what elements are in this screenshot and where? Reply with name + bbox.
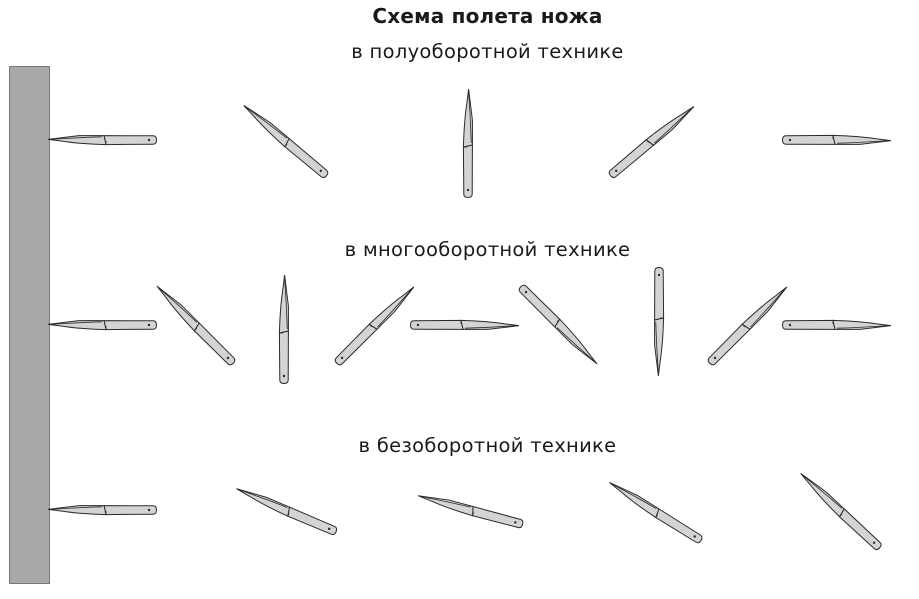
knife bbox=[518, 284, 601, 367]
knife bbox=[234, 485, 337, 536]
knife bbox=[463, 89, 472, 198]
knife bbox=[334, 283, 417, 366]
row-label-half-spin: в полуоборотной технике bbox=[351, 40, 624, 63]
knife bbox=[279, 275, 288, 384]
row-multi-spin bbox=[48, 268, 891, 384]
knife bbox=[707, 283, 790, 366]
knife bbox=[153, 283, 236, 366]
knife bbox=[411, 320, 520, 329]
knife bbox=[607, 479, 704, 544]
knife bbox=[240, 103, 329, 180]
knife-embedded bbox=[48, 506, 157, 515]
row-no-spin bbox=[48, 471, 883, 552]
knife bbox=[655, 268, 664, 377]
knife bbox=[797, 471, 882, 552]
knife bbox=[783, 135, 892, 144]
row-half-spin bbox=[48, 89, 891, 198]
knife bbox=[608, 102, 697, 179]
knife-embedded bbox=[48, 136, 157, 145]
knife-embedded bbox=[48, 321, 157, 330]
diagram-title: Схема полета ножа bbox=[372, 4, 603, 28]
row-label-multi-spin: в многооборотной технике bbox=[344, 238, 631, 261]
knife bbox=[783, 320, 892, 329]
row-label-no-spin: в безоборотной технике bbox=[358, 434, 617, 457]
knife bbox=[417, 492, 524, 529]
